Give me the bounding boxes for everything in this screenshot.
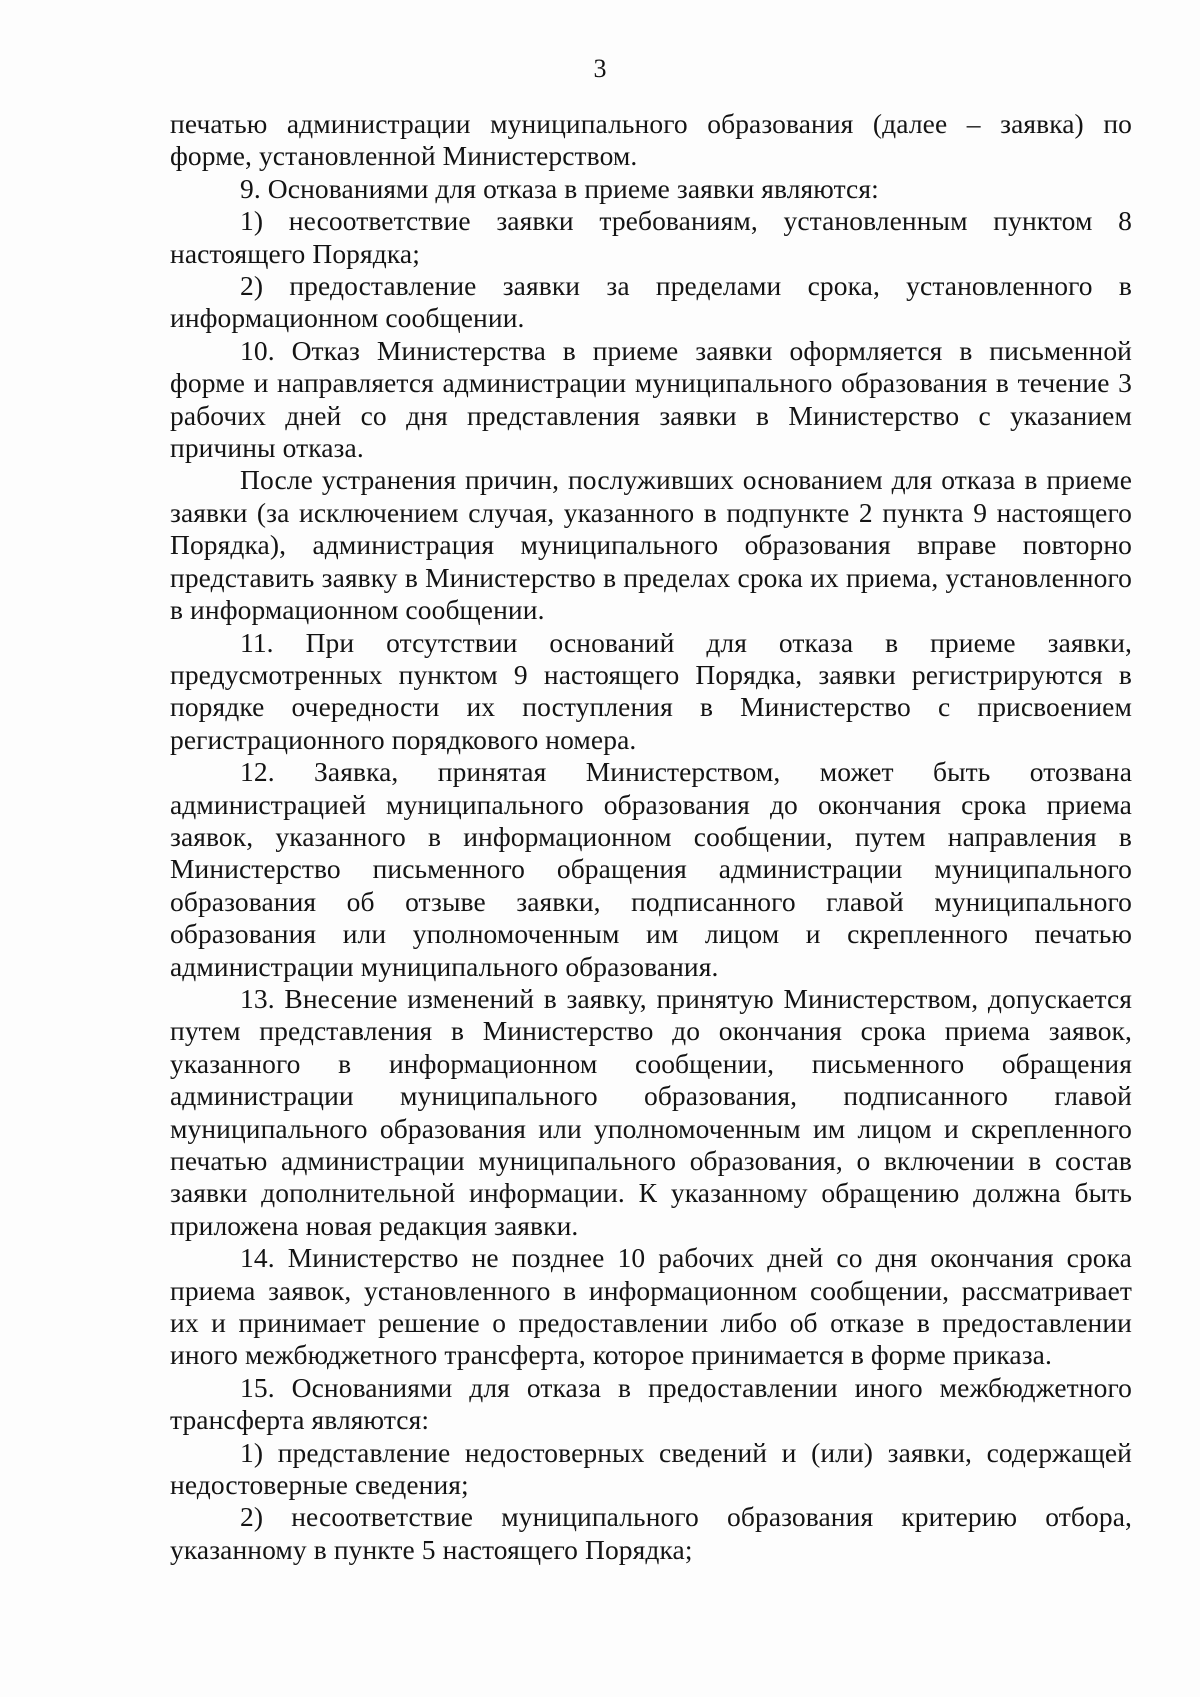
paragraph-item-9: 9. Основаниями для отказа в приеме заявки являются: xyxy=(240,172,879,204)
paragraph-item-10: 10. Отказ Министерства в приеме заявки оформляется в письменной форме и направляется администрации муниципального образования в течение 3 рабочих дней со дня представления заявки в Министерство с указанием причины отказа. xyxy=(170,334,1132,464)
paragraph-continuation: печатью администрации муниципального образования (далее – заявка) по форме, установленной Министерством. xyxy=(170,108,1132,172)
paragraph-item-9-1: 1) несоответствие заявки требованиям, установленным пунктом 8 настоящего Порядка; xyxy=(170,205,1132,269)
paragraph-item-11: 11. При отсутствии оснований для отказа в приеме заявки, предусмотренных пунктом 9 настоящего Порядка, заявки регистрируются в порядке очередности их поступления в Министерство с присвоением регистрационного порядкового номера. xyxy=(170,626,1132,755)
paragraph-item-15-2: 2) несоответствие муниципального образования критерию отбора, указанному в пункте 5 настоящего Порядка; xyxy=(170,1501,1132,1565)
page-number: 3 xyxy=(593,54,607,83)
paragraph-item-14: 14. Министерство не позднее 10 рабочих дней со дня окончания срока приема заявок, установленного в информационном сообщении, рассматривает их и принимает решение о предоставлении либо об отказе в предоставлении иного межбюджетного трансферта, которое принимается в форме приказа. xyxy=(170,1242,1132,1371)
paragraph-item-12: 12. Заявка, принятая Министерством, может быть отозвана администрацией муниципального образования до окончания срока приема заявок, указанного в информационном сообщении, путем направления в Министерство письменного обращения администрации муниципального образования об отзыве заявки, подписанного главой муниципального образования или уполномоченным им лицом и скрепленного печатью администрации муниципального образования. xyxy=(170,756,1132,982)
paragraph-item-15: 15. Основаниями для отказа в предоставлении иного межбюджетного трансферта являются: xyxy=(170,1371,1132,1436)
paragraph-item-10-cont: После устранения причин, послуживших основанием для отказа в приеме заявки (за исключением случая, указанного в подпункте 2 пункта 9 настоящего Порядка), администрация муниципального образования вправе повторно представить заявку в Министерство в пределах срока их приема, установленного в информационном сообщении. xyxy=(170,464,1132,626)
paragraph-item-9-2: 2) предоставление заявки за пределами срока, установленного в информационном сообщении. xyxy=(170,270,1132,334)
paragraph-item-13: 13. Внесение изменений в заявку, принятую Министерством, допускается путем представления в Министерство до окончания срока приема заявок, указанного в информационном сообщении, письменного обращения администрации муниципального образования, подписанного главой муниципального образования или уполномоченным им лицом и скрепленного печатью администрации муниципального образования, о включении в состав заявки дополнительной информации. К указанному обращению должна быть приложена новая редакция заявки. xyxy=(170,982,1132,1241)
document-body xyxy=(170,108,1132,1566)
paragraph-item-15-1: 1) представление недостоверных сведений и (или) заявки, содержащей недостоверные сведения; xyxy=(170,1436,1132,1501)
